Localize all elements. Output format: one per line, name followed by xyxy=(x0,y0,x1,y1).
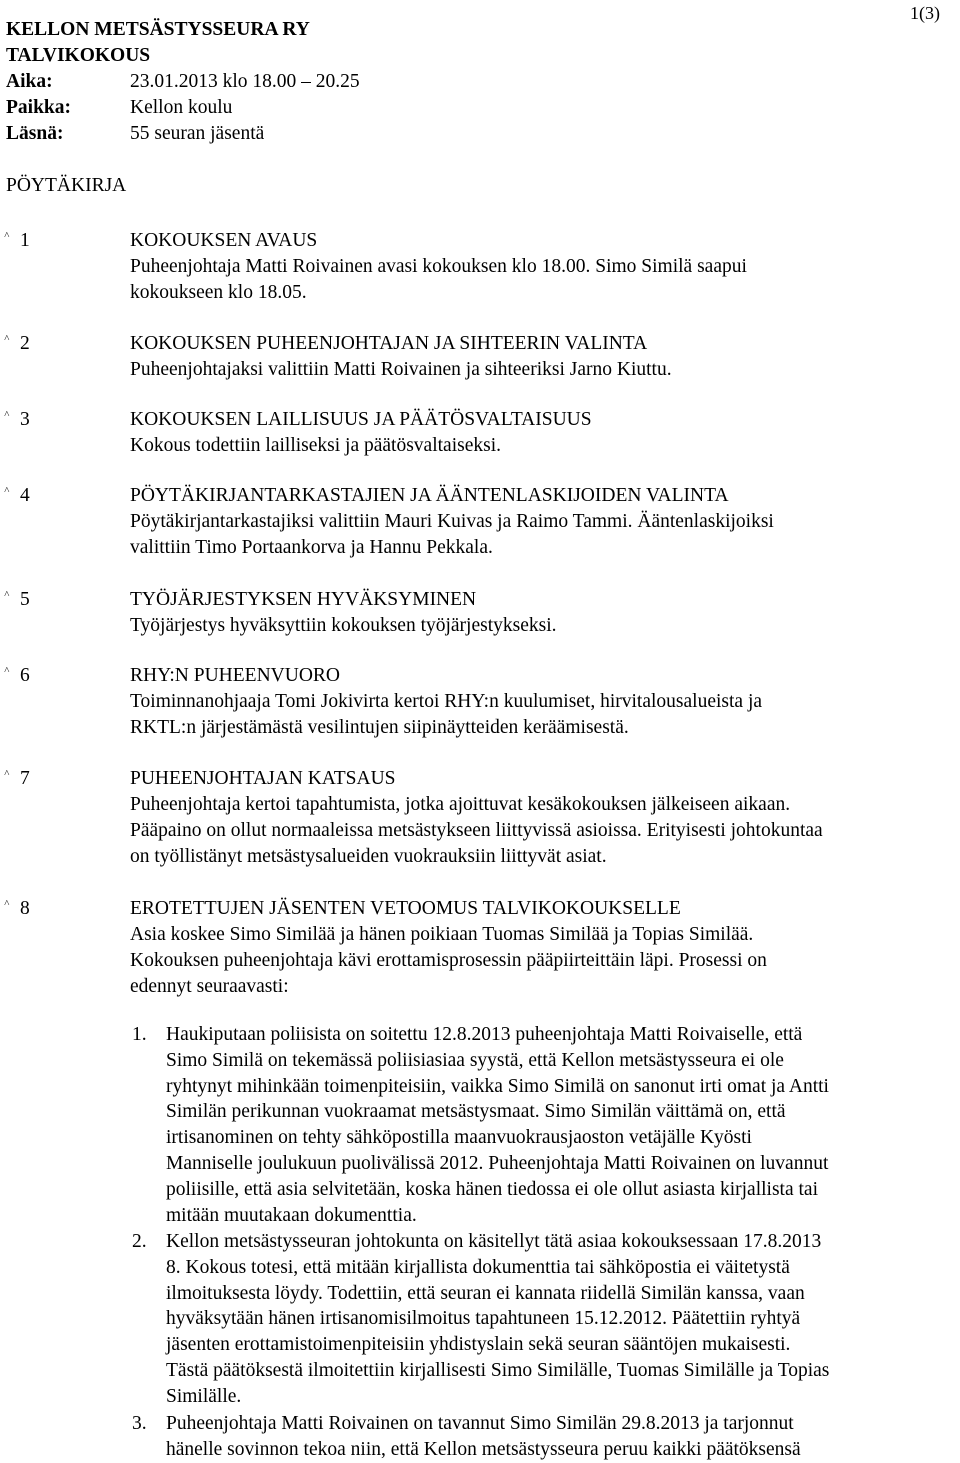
list-item-line: Puheenjohtaja Matti Roivainen on tavannut Simo Similän 29.8.2013 ja tarjonnut xyxy=(166,1413,794,1434)
section-number: 4 xyxy=(20,485,30,506)
section-marker-icon: ˄ xyxy=(4,898,10,909)
section-heading: TYÖJÄRJESTYKSEN HYVÄKSYMINEN xyxy=(130,589,477,610)
list-item-line: ilmoituksesta löydy. Todettiin, että seuran ei kannata riidellä Similän kanssa, vaan xyxy=(166,1282,805,1304)
time-label: Aika: xyxy=(6,71,53,92)
list-item-line: Similälle. xyxy=(166,1385,242,1407)
meeting-name: TALVIKOKOUS xyxy=(6,45,151,66)
section-marker-icon: ˄ xyxy=(4,333,10,344)
section-body-line: Pöytäkirjantarkastajiksi valittiin Mauri Kuivas ja Raimo Tammi. Ääntenlaskijoiksi xyxy=(130,511,774,532)
section-number: 2 xyxy=(20,333,30,354)
section-number: 7 xyxy=(20,768,30,789)
section-body-line: Työjärjestys hyväksyttiin kokouksen työjärjestykseksi. xyxy=(130,615,557,636)
page-number: 1(3) xyxy=(910,3,940,23)
section-body-line: Pääpaino on ollut normaaleissa metsästykseen liittyvissä asioissa. Erityisesti johtokuntaa xyxy=(130,820,823,841)
list-item-line: irtisanominen on tehty sähköpostilla maanvuokrausjaoston vetäjälle Kyösti xyxy=(166,1127,752,1149)
list-item-line: Haukiputaan poliisista on soitettu 12.8.2013 puheenjohtaja Matti Roivaiselle, että xyxy=(166,1024,803,1045)
list-item-number: 2. xyxy=(132,1231,147,1252)
list-item-line: ryhtynyt mihinkään toimenpiteisiin, vaikka Simo Similä on sanonut irti omat ja Antti xyxy=(166,1075,829,1097)
section-number: 3 xyxy=(20,409,30,430)
section-body-line: Kokous todettiin lailliseksi ja päätösvaltaiseksi. xyxy=(130,435,501,456)
list-item-line: Kellon metsästysseuran johtokunta on käsitellyt tätä asiaa kokouksessaan 17.8.2013 xyxy=(166,1231,822,1252)
section-body-line: edennyt seuraavasti: xyxy=(130,976,289,997)
list-item-line: mitään muutakaan dokumenttia. xyxy=(166,1204,417,1226)
section-body-line: Kokouksen puheenjohtaja kävi erottamisprosessin pääpiirteittäin läpi. Prosessi on xyxy=(130,950,767,971)
list-item-line: 8. Kokous totesi, että mitään kirjallista dokumenttia tai sähköpostia ei väitetystä xyxy=(166,1256,790,1278)
list-item-line: hyväksytään hänen irtisanomisilmoitus tapahtuneen 15.12.2012. Päätettiin ryhtyä xyxy=(166,1308,801,1330)
list-item-line: Similän perikunnan vuokraamat metsästysmaat. Simo Similän väittämä on, että xyxy=(166,1101,786,1123)
section-heading: EROTETTUJEN JÄSENTEN VETOOMUS TALVIKOKOUKSELLE xyxy=(130,898,681,919)
section-heading: KOKOUKSEN AVAUS xyxy=(130,230,318,251)
list-item-number: 1. xyxy=(132,1024,147,1045)
section-marker-icon: ˄ xyxy=(4,409,10,420)
list-item-line: Manniselle joulukuun puolivälissä 2012. Puheenjohtaja Matti Roivainen on luvannut xyxy=(166,1153,829,1174)
list-item-line: jäsenten erottamistoimenpiteisiin yhdistyslain sekä seuran sääntöjen mukaisesti. xyxy=(166,1334,791,1356)
time-value: 23.01.2013 klo 18.00 – 20.25 xyxy=(130,71,360,92)
section-heading: KOKOUKSEN LAILLISUUS JA PÄÄTÖSVALTAISUUS xyxy=(130,409,592,430)
section-body-line: valittiin Timo Portaankorva ja Hannu Pekkala. xyxy=(130,537,493,558)
document-title: PÖYTÄKIRJA xyxy=(6,175,127,196)
section-marker-icon: ˄ xyxy=(4,230,10,241)
section-body-line: RKTL:n järjestämästä vesilintujen siipinäytteiden keräämisestä. xyxy=(130,717,629,738)
section-heading: PÖYTÄKIRJANTARKASTAJIEN JA ÄÄNTENLASKIJOIDEN VALINTA xyxy=(130,485,729,506)
section-body-line: Puheenjohtajaksi valittiin Matti Roivainen ja sihteeriksi Jarno Kiuttu. xyxy=(130,359,672,380)
section-body-line: kokoukseen klo 18.05. xyxy=(130,282,307,303)
list-item-line: Tästä päätöksestä ilmoitettiin kirjallisesti Simo Similälle, Tuomas Similälle ja Topias xyxy=(166,1360,830,1381)
list-item-line: hänelle sovinnon tekoa niin, että Kellon metsästysseura peruu kaikki päätöksensä xyxy=(166,1438,801,1460)
section-marker-icon: ˄ xyxy=(4,589,10,600)
section-body-line: Puheenjohtaja Matti Roivainen avasi kokouksen klo 18.00. Simo Similä saapui xyxy=(130,256,747,277)
section-body-line: on työllistänyt metsästysalueiden vuokrauksiin liittyvät asiat. xyxy=(130,846,607,867)
attendees-label: Läsnä: xyxy=(6,123,64,144)
section-body-line: Puheenjohtaja kertoi tapahtumista, jotka ajoittuvat kesäkokouksen jälkeiseen aikaan. xyxy=(130,794,791,815)
section-body-line: Toiminnanohjaaja Tomi Jokivirta kertoi RHY:n kuulumiset, hirvitalousalueista ja xyxy=(130,691,763,712)
section-number: 8 xyxy=(20,898,30,919)
section-heading: PUHEENJOHTAJAN KATSAUS xyxy=(130,768,396,789)
section-heading: KOKOUKSEN PUHEENJOHTAJAN JA SIHTEERIN VALINTA xyxy=(130,333,648,354)
list-item-number: 3. xyxy=(132,1413,147,1434)
place-value: Kellon koulu xyxy=(130,97,233,118)
attendees-value: 55 seuran jäsentä xyxy=(130,123,265,144)
organization-name: KELLON METSÄSTYSSEURA RY xyxy=(6,19,310,40)
list-item-line: Simo Similä on tekemässä poliisiasiaa syystä, että Kellon metsästysseura ei ole xyxy=(166,1049,784,1071)
section-number: 5 xyxy=(20,589,30,610)
section-marker-icon: ˄ xyxy=(4,768,10,779)
list-item-line: poliisille, että asia selvitetään, koska hänen tiedossa ei ole ollut asiasta kirjallista tai xyxy=(166,1178,818,1200)
section-marker-icon: ˄ xyxy=(4,485,10,496)
section-marker-icon: ˄ xyxy=(4,665,10,676)
section-body-line: Asia koskee Simo Similää ja hänen poikiaan Tuomas Similää ja Topias Similää. xyxy=(130,924,754,945)
place-label: Paikka: xyxy=(6,97,72,118)
section-number: 6 xyxy=(20,665,30,686)
section-heading: RHY:N PUHEENVUORO xyxy=(130,665,341,686)
section-number: 1 xyxy=(20,230,30,251)
